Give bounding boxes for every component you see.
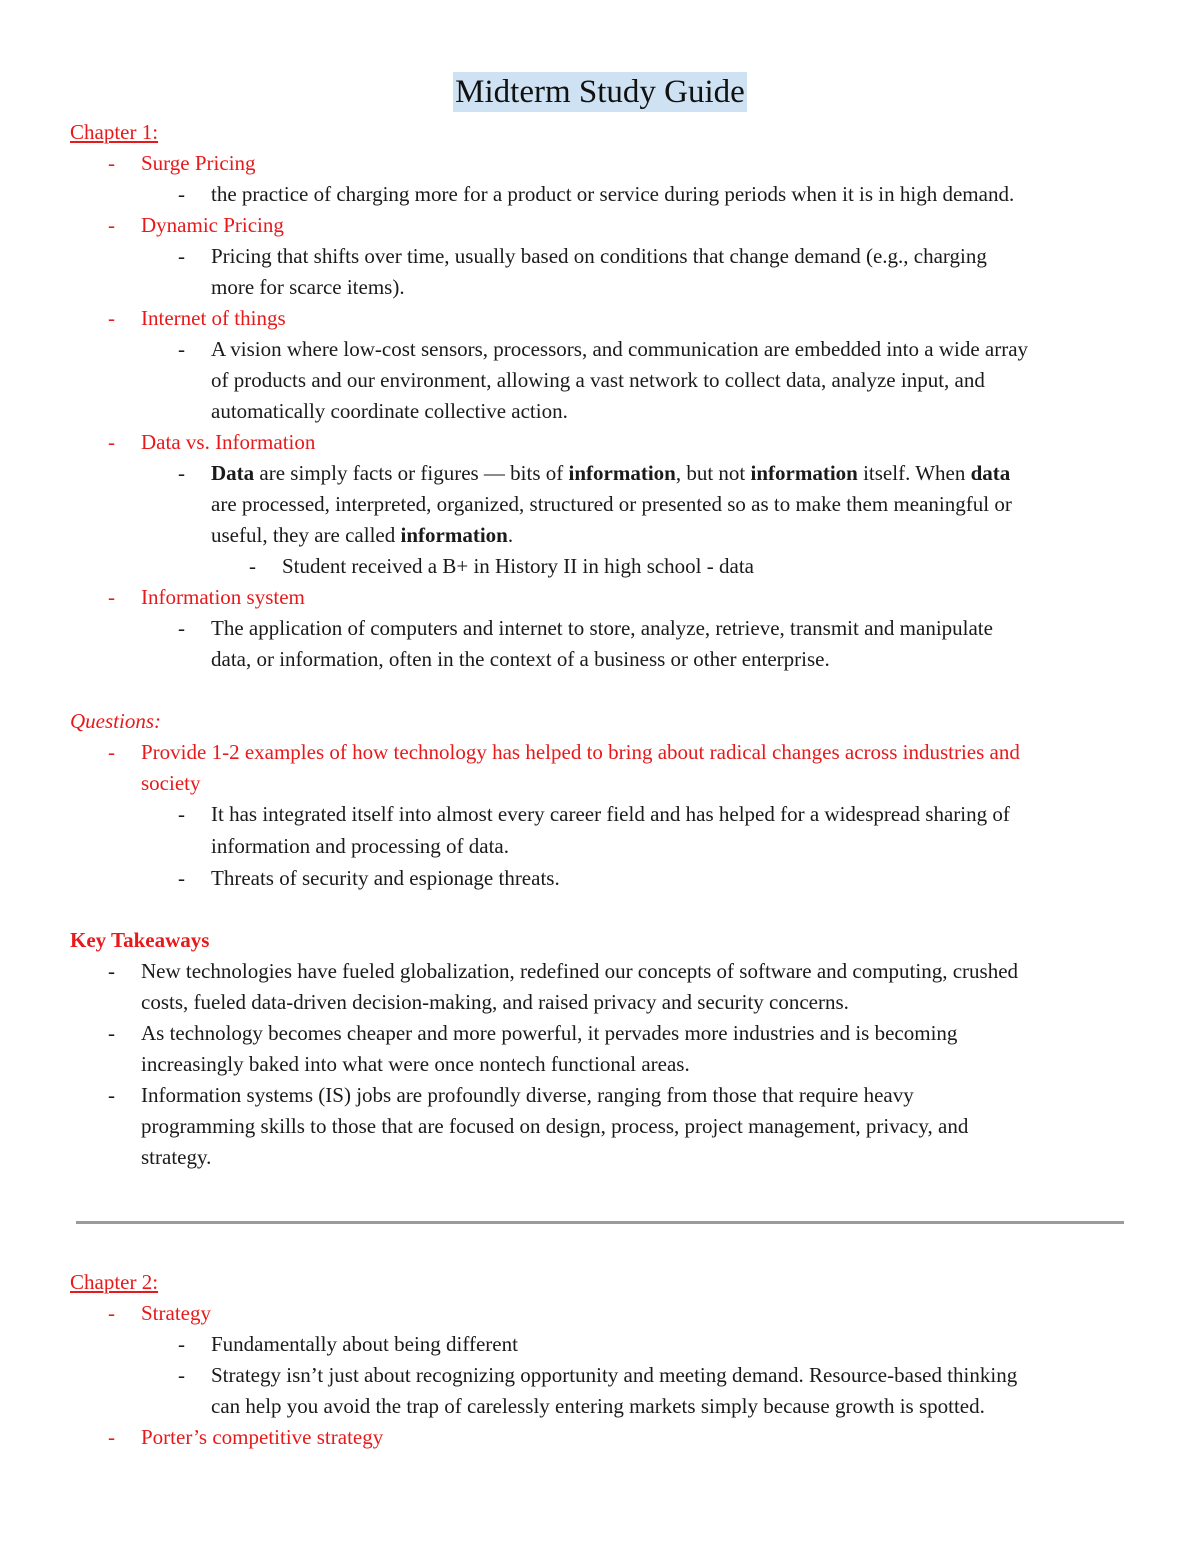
text-segment: . [507, 523, 514, 547]
term-strategy: Strategy [141, 1301, 211, 1325]
def-strategy-1: Fundamentally about being different [211, 1332, 518, 1356]
bullet-dash: - [178, 1363, 185, 1387]
bullet-dash: - [178, 616, 185, 640]
text-segment: useful, they are called [211, 523, 401, 547]
takeaway-3-line-1: Information systems (IS) jobs are profoundly diverse, ranging from those that require heavy [141, 1083, 914, 1107]
def-iot-2: of products and our environment, allowing a vast network to collect data, analyze input, and [211, 368, 985, 392]
takeaway-1-line-2: costs, fueled data-driven decision-making, and raised privacy and security concerns. [141, 990, 849, 1014]
def-iot-3: automatically coordinate collective action. [211, 399, 568, 423]
bullet-dash: - [108, 1425, 115, 1449]
term-surge-pricing: Surge Pricing [141, 151, 256, 175]
question-1-line-2: society [141, 771, 201, 795]
bullet-dash: - [108, 740, 115, 764]
answer-1-line-1: It has integrated itself into almost every career field and has helped for a widespread sharing of [211, 802, 1010, 826]
def-dynamic-pricing-1: Pricing that shifts over time, usually based on conditions that change demand (e.g., charging [211, 244, 987, 268]
takeaway-2-line-1: As technology becomes cheaper and more powerful, it pervades more industries and is becoming [141, 1021, 958, 1045]
term-info-system: Information system [141, 585, 305, 609]
def-data-vs-info-1 [211, 458, 1010, 489]
title-container [0, 72, 1200, 112]
horizontal-divider [76, 1221, 1124, 1224]
bullet-dash: - [108, 959, 115, 983]
bullet-dash: - [108, 306, 115, 330]
def-strategy-2-line-1: Strategy isn’t just about recognizing opportunity and meeting demand. Resource-based thinking [211, 1363, 1018, 1387]
def-surge-pricing: the practice of charging more for a product or service during periods when it is in high demand. [211, 182, 1015, 206]
takeaway-3-line-2: programming skills to those that are focused on design, process, project management, privacy, and [141, 1114, 969, 1138]
takeaway-1-line-1: New technologies have fueled globalization, redefined our concepts of software and computing, crushed [141, 959, 1019, 983]
bullet-dash: - [108, 1083, 115, 1107]
term-porter: Porter’s competitive strategy [141, 1425, 384, 1449]
bullet-dash: - [178, 1332, 185, 1356]
bullet-dash: - [178, 802, 185, 826]
example-data: Student received a B+ in History II in high school - data [282, 554, 754, 578]
bullet-dash: - [108, 1301, 115, 1325]
def-data-vs-info-3 [211, 520, 513, 551]
bullet-dash: - [178, 337, 185, 361]
text-segment: itself. When [857, 461, 971, 485]
bullet-dash: - [108, 430, 115, 454]
page-title: Midterm Study Guide [455, 74, 745, 110]
question-1-line-1: Provide 1-2 examples of how technology has helped to bring about radical changes across industries and [141, 740, 1020, 764]
bullet-dash: - [178, 244, 185, 268]
chapter2-heading: Chapter 2: [70, 1270, 159, 1294]
bold-information: information [750, 461, 858, 485]
takeaway-3-line-3: strategy. [141, 1145, 212, 1169]
bullet-dash: - [108, 151, 115, 175]
bold-data: Data [211, 461, 255, 485]
def-info-system-1: The application of computers and internet to store, analyze, retrieve, transmit and manipulate [211, 616, 993, 640]
def-info-system-2: data, or information, often in the context of a business or other enterprise. [211, 647, 830, 671]
bullet-dash: - [108, 213, 115, 237]
bullet-dash: - [178, 866, 185, 890]
def-strategy-2-line-2: can help you avoid the trap of carelessly entering markets simply because growth is spotted. [211, 1394, 985, 1418]
takeaways-heading: Key Takeaways [70, 928, 210, 952]
bullet-dash: - [108, 1021, 115, 1045]
bullet-dash: - [178, 461, 185, 485]
answer-2: Threats of security and espionage threats. [211, 866, 560, 890]
def-iot-1: A vision where low-cost sensors, processors, and communication are embedded into a wide array [211, 337, 1029, 361]
bullet-dash: - [249, 554, 256, 578]
answer-1-line-2: information and processing of data. [211, 834, 509, 858]
term-dynamic-pricing: Dynamic Pricing [141, 213, 284, 237]
questions-heading: Questions: [70, 709, 161, 733]
def-data-vs-info-2: are processed, interpreted, organized, structured or presented so as to make them meaningful or [211, 492, 1012, 516]
text-segment: are simply facts or figures — bits of [254, 461, 569, 485]
term-data-vs-info: Data vs. Information [141, 430, 316, 454]
bullet-dash: - [178, 182, 185, 206]
chapter1-heading: Chapter 1: [70, 120, 159, 144]
text-segment: , but not [675, 461, 751, 485]
takeaway-2-line-2: increasingly baked into what were once nontech functional areas. [141, 1052, 690, 1076]
bold-information: information [568, 461, 676, 485]
def-dynamic-pricing-2: more for scarce items). [211, 275, 405, 299]
bold-information: information [400, 523, 508, 547]
term-iot: Internet of things [141, 306, 286, 330]
bold-data: data [970, 461, 1011, 485]
bullet-dash: - [108, 585, 115, 609]
